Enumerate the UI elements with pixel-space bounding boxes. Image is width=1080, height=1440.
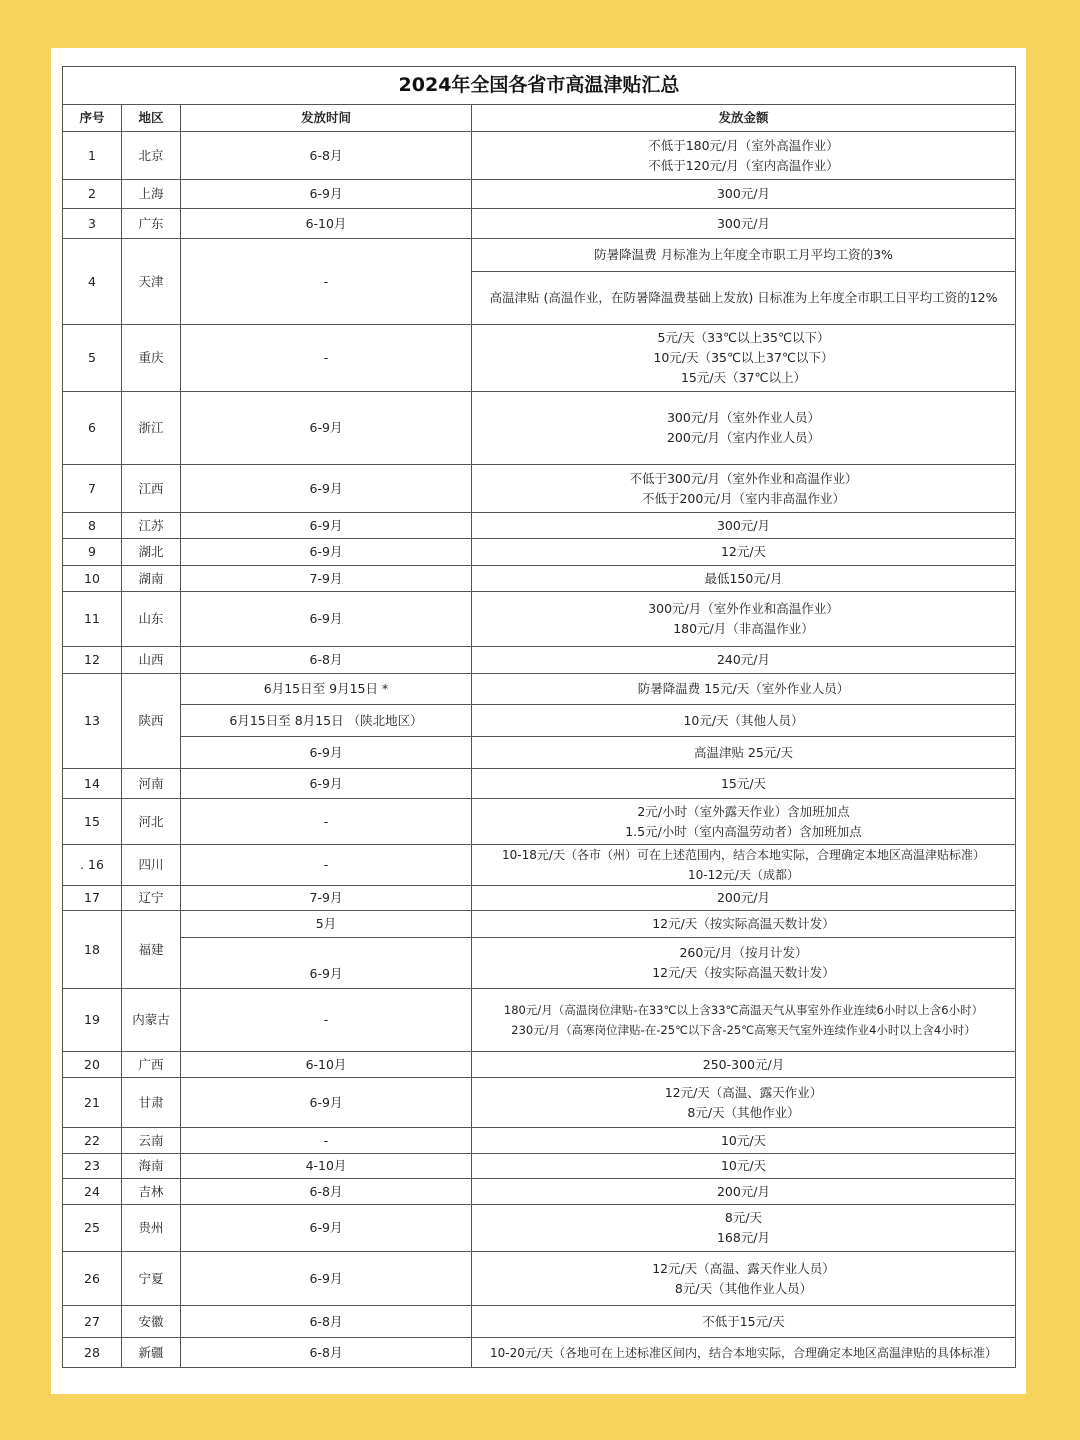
cell-no: 13: [63, 674, 122, 769]
cell-time: 5月: [181, 911, 472, 938]
amount-line: 8元/天（其他作业）: [687, 1104, 800, 1120]
cell-time: 7-9月: [181, 886, 472, 911]
cell-time: 4-10月: [181, 1154, 472, 1179]
cell-region: 宁夏: [122, 1252, 181, 1306]
cell-region: 重庆: [122, 325, 181, 392]
cell-time: 6-10月: [181, 209, 472, 239]
cell-amount: [472, 465, 1016, 513]
cell-no: 28: [63, 1338, 122, 1368]
cell-time: 6-8月: [181, 1179, 472, 1205]
cell-time: 6-9月: [181, 465, 472, 513]
cell-time: 6-8月: [181, 1306, 472, 1338]
cell-amount: 不低于15元/天: [472, 1306, 1016, 1338]
table-row: [63, 465, 1016, 513]
cell-amount: 高温津贴 (高温作业，在防暑降温费基础上发放) 日标准为上年度全市职工日平均工资的12%: [472, 272, 1016, 325]
amount-line: 200元/月（室内作业人员）: [666, 430, 821, 445]
cell-no: 26: [63, 1252, 122, 1306]
cell-time: 6-9月: [181, 938, 472, 989]
cell-no: 1: [63, 132, 122, 180]
cell-time: -: [181, 989, 472, 1052]
cell-region: 四川: [122, 845, 181, 886]
cell-amount: 12元/天: [472, 539, 1016, 566]
table-row: [63, 705, 1016, 737]
header-no: 序号: [63, 105, 122, 132]
cell-region: 天津: [122, 239, 181, 325]
amount-line: 260元/月（按月计发）: [679, 945, 808, 960]
amount-line: 不低于200元/月（室内非高温作业）: [641, 490, 846, 506]
cell-amount: [472, 799, 1016, 845]
cell-time: 6-8月: [181, 647, 472, 674]
table-row: [63, 845, 1016, 886]
cell-amount: [472, 325, 1016, 392]
cell-region: 湖北: [122, 539, 181, 566]
cell-time: 6-9月: [181, 1252, 472, 1306]
cell-region: 新疆: [122, 1338, 181, 1368]
cell-amount: [472, 938, 1016, 989]
table-row: [63, 239, 1016, 272]
table-row: [63, 1154, 1016, 1179]
cell-region: 福建: [122, 911, 181, 989]
table-row: [63, 737, 1016, 769]
cell-time: 6-9月: [181, 513, 472, 539]
cell-amount: 高温津贴 25元/天: [472, 737, 1016, 769]
amount-line: 15元/天（37℃以上）: [680, 370, 807, 385]
amount-line: 168元/月: [716, 1230, 771, 1245]
header-time: 发放时间: [181, 105, 472, 132]
table-row: [63, 769, 1016, 799]
cell-time: 6月15日至 9月15日 *: [181, 674, 472, 705]
cell-region: 河北: [122, 799, 181, 845]
cell-no: 3: [63, 209, 122, 239]
cell-time: 6-8月: [181, 132, 472, 180]
cell-amount: 200元/月: [472, 1179, 1016, 1205]
cell-no: 2: [63, 180, 122, 209]
cell-time: -: [181, 1128, 472, 1154]
table-row: [63, 1306, 1016, 1338]
cell-region: 浙江: [122, 392, 181, 465]
cell-no: 15: [63, 799, 122, 845]
amount-line: 不低于180元/月（室外高温作业）: [648, 137, 839, 153]
table-row: [63, 1078, 1016, 1128]
table-row: [63, 132, 1016, 180]
cell-amount: 12元/天（按实际高温天数计发）: [472, 911, 1016, 938]
cell-region: 吉林: [122, 1179, 181, 1205]
cell-no: 8: [63, 513, 122, 539]
table-row: [63, 674, 1016, 705]
cell-time: 6-9月: [181, 1205, 472, 1252]
amount-line: 180元/月（非高温作业）: [673, 621, 814, 636]
table-row: [63, 911, 1016, 938]
cell-amount: [472, 1205, 1016, 1252]
cell-region: 江苏: [122, 513, 181, 539]
cell-amount: [472, 392, 1016, 465]
cell-amount: 最低150元/月: [472, 566, 1016, 592]
table-row: [63, 1052, 1016, 1078]
amount-line: 10-12元/天（成都）: [688, 868, 799, 882]
table-row: [63, 513, 1016, 539]
cell-no: 23: [63, 1154, 122, 1179]
cell-amount: [472, 845, 1016, 886]
cell-no: . 16: [63, 845, 122, 886]
table-row: [63, 592, 1016, 647]
table-row: [63, 989, 1016, 1052]
document-sheet: [51, 48, 1026, 1394]
cell-time: 6-9月: [181, 592, 472, 647]
cell-region: 贵州: [122, 1205, 181, 1252]
cell-region: 上海: [122, 180, 181, 209]
cell-amount: [472, 592, 1016, 647]
amount-line: 1.5元/小时（室内高温劳动者）含加班加点: [625, 823, 862, 839]
cell-amount: 15元/天: [472, 769, 1016, 799]
table-row: [63, 539, 1016, 566]
table-row: [63, 1128, 1016, 1154]
cell-time: 7-9月: [181, 566, 472, 592]
cell-no: 4: [63, 239, 122, 325]
cell-amount: 250-300元/月: [472, 1052, 1016, 1078]
cell-time: 6-8月: [181, 1338, 472, 1368]
cell-no: 21: [63, 1078, 122, 1128]
cell-region: 河南: [122, 769, 181, 799]
table-row: [63, 1179, 1016, 1205]
cell-time: 6-9月: [181, 737, 472, 769]
cell-region: 山西: [122, 647, 181, 674]
cell-no: 27: [63, 1306, 122, 1338]
table-row: [63, 1205, 1016, 1252]
amount-line: 230元/月（高寒岗位津贴-在-25℃以下含-25℃高寒天气室外连续作业4小时以上含4小时）: [511, 1023, 976, 1037]
cell-time: 6-9月: [181, 180, 472, 209]
cell-region: 陕西: [122, 674, 181, 769]
cell-amount: [472, 1252, 1016, 1306]
table-row: [63, 325, 1016, 392]
cell-no: 19: [63, 989, 122, 1052]
cell-region: 安徽: [122, 1306, 181, 1338]
header-region: 地区: [122, 105, 181, 132]
amount-line: 180元/月（高温岗位津贴-在33℃以上含33℃高温天气从事室外作业连续6小时以上含6小时）: [503, 1003, 984, 1017]
cell-time: -: [181, 845, 472, 886]
amount-line: 不低于120元/月（室内高温作业）: [648, 157, 839, 173]
cell-region: 北京: [122, 132, 181, 180]
table-row: [63, 799, 1016, 845]
amount-line: 10元/天（35℃以上37℃以下）: [653, 350, 834, 365]
table-body: [63, 132, 1016, 1368]
cell-region: 江西: [122, 465, 181, 513]
cell-region: 云南: [122, 1128, 181, 1154]
table-row: [63, 647, 1016, 674]
cell-region: 海南: [122, 1154, 181, 1179]
cell-no: 12: [63, 647, 122, 674]
amount-line: 300元/月（室外作业人员）: [666, 410, 821, 425]
cell-amount: 10元/天: [472, 1128, 1016, 1154]
cell-region: 湖南: [122, 566, 181, 592]
cell-region: 广东: [122, 209, 181, 239]
cell-amount: 防暑降温费 15元/天（室外作业人员）: [472, 674, 1016, 705]
cell-time: -: [181, 239, 472, 325]
cell-amount: [472, 1078, 1016, 1128]
header-amount: 发放金额: [472, 105, 1016, 132]
cell-time: 6-9月: [181, 539, 472, 566]
table-row: [63, 886, 1016, 911]
cell-amount: 200元/月: [472, 886, 1016, 911]
cell-no: 20: [63, 1052, 122, 1078]
amount-line: 8元/天（其他作业人员）: [674, 1280, 813, 1296]
cell-no: 24: [63, 1179, 122, 1205]
cell-no: 9: [63, 539, 122, 566]
cell-time: -: [181, 325, 472, 392]
amount-line: 12元/天（高温、露天作业人员）: [652, 1260, 835, 1276]
cell-time: 6-10月: [181, 1052, 472, 1078]
cell-amount: 10-20元/天（各地可在上述标准区间内，结合本地实际，合理确定本地区高温津贴的具体标准）: [472, 1338, 1016, 1368]
cell-no: 6: [63, 392, 122, 465]
cell-region: 辽宁: [122, 886, 181, 911]
cell-amount: 防暑降温费 月标准为上年度全市职工月平均工资的3%: [472, 239, 1016, 272]
cell-time: 6-9月: [181, 769, 472, 799]
table-row: [63, 566, 1016, 592]
cell-time: -: [181, 799, 472, 845]
table-row: [63, 180, 1016, 209]
amount-line: 不低于300元/月（室外作业和高温作业）: [629, 470, 858, 486]
amount-line: 2元/小时（室外露天作业）含加班加点: [637, 803, 850, 819]
cell-amount: [472, 132, 1016, 180]
amount-line: 5元/天（33℃以上35℃以下）: [657, 330, 830, 345]
amount-line: 300元/月（室外作业和高温作业）: [648, 601, 839, 616]
cell-region: 内蒙古: [122, 989, 181, 1052]
table-row: [63, 938, 1016, 989]
cell-no: 11: [63, 592, 122, 647]
table-row: [63, 392, 1016, 465]
table-title: 2024年全国各省市高温津贴汇总: [62, 66, 1016, 104]
amount-line: 12元/天（高温、露天作业）: [664, 1084, 823, 1100]
amount-line: 12元/天（按实际高温天数计发）: [652, 965, 835, 980]
cell-amount: 300元/月: [472, 209, 1016, 239]
cell-no: 10: [63, 566, 122, 592]
cell-no: 7: [63, 465, 122, 513]
cell-amount: 10元/天（其他人员）: [472, 705, 1016, 737]
cell-no: 22: [63, 1128, 122, 1154]
amount-line: 8元/天: [724, 1210, 763, 1225]
cell-time: 6-9月: [181, 392, 472, 465]
cell-region: 广西: [122, 1052, 181, 1078]
cell-amount: [472, 989, 1016, 1052]
cell-amount: 300元/月: [472, 513, 1016, 539]
cell-time: 6月15日至 8月15日 （陕北地区）: [181, 705, 472, 737]
cell-no: 25: [63, 1205, 122, 1252]
cell-no: 5: [63, 325, 122, 392]
cell-amount: 240元/月: [472, 647, 1016, 674]
allowance-table: [62, 66, 1016, 1368]
cell-no: 18: [63, 911, 122, 989]
cell-region: 甘肃: [122, 1078, 181, 1128]
cell-amount: 10元/天: [472, 1154, 1016, 1179]
amount-line: 10-18元/天（各市（州）可在上述范围内，结合本地实际，合理确定本地区高温津贴标准）: [502, 848, 985, 862]
cell-no: 14: [63, 769, 122, 799]
cell-time: 6-9月: [181, 1078, 472, 1128]
cell-region: 山东: [122, 592, 181, 647]
table-row: [63, 209, 1016, 239]
header-row: [63, 105, 1016, 132]
cell-amount: 300元/月: [472, 180, 1016, 209]
table-row: [63, 1338, 1016, 1368]
cell-no: 17: [63, 886, 122, 911]
table-row: [63, 1252, 1016, 1306]
